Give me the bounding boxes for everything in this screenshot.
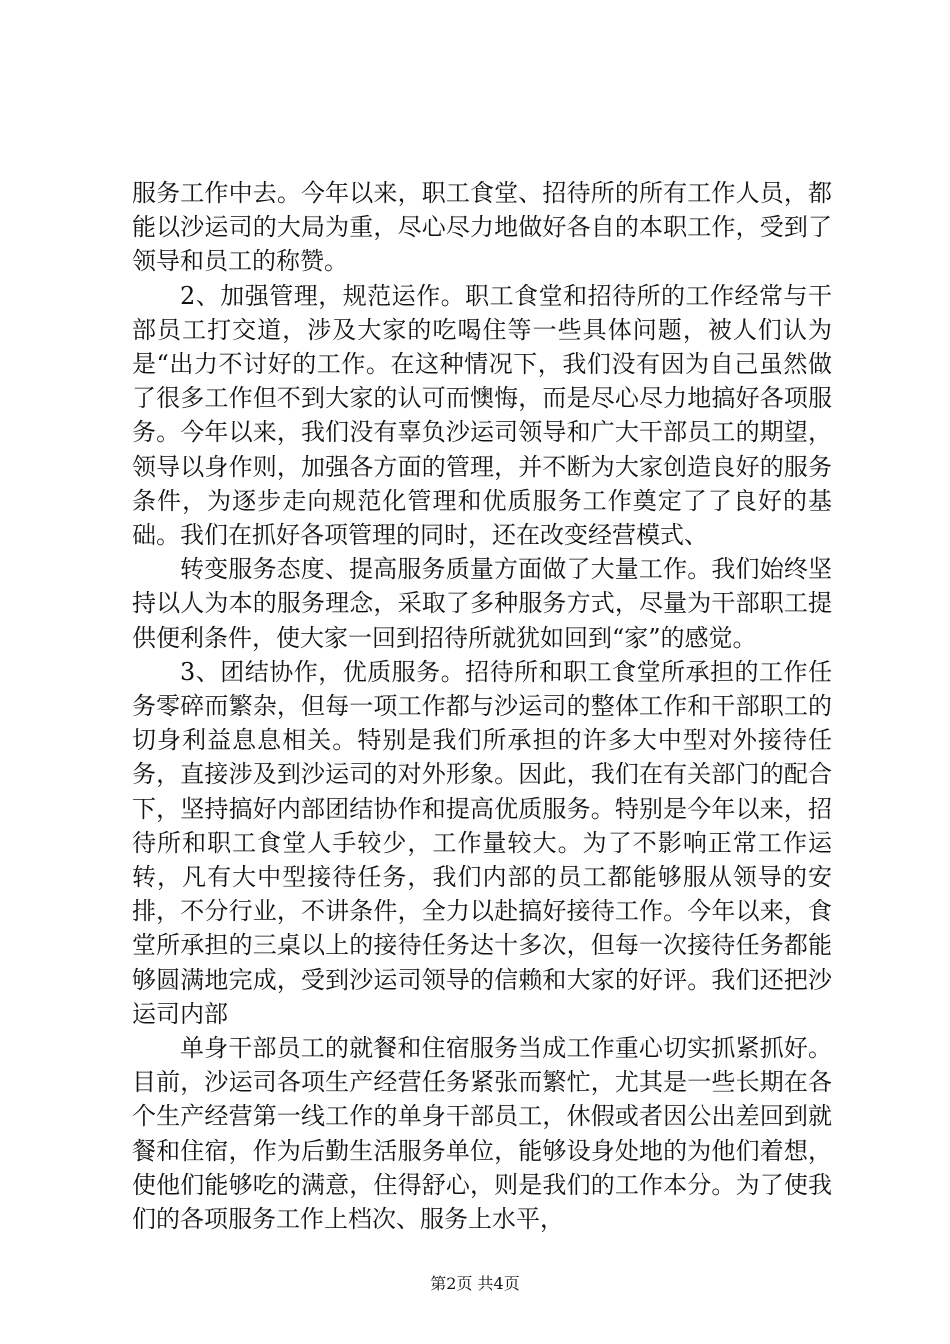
paragraph-4: 3、团结协作，优质服务。招待所和职工食堂所承担的工作任务零碎而繁杂，但每一项工作都与沙运司的整体工作和干部职工的切身利益息息相关。特别是我们所承担的许多大中型对外接待任务，直接涉及到沙运司的对外形象。因此，我们在有关部门的配合下，坚持搞好内部团结协作和提高优质服务。特别是今年以来，招待所和职工食堂人手较少，工作量较大。为了不影响正常工作运转，凡有大中型接待任务，我们内部的员工都能够服从领导的安排，不分行业，不讲条件，全力以赴搞好接待工作。今年以来，食堂所承担的三桌以上的接待任务达十多次，但每一次接待任务都能够圆满地完成，受到沙运司领导的信赖和大家的好评。我们还把沙运司内部 xyxy=(132,657,832,1028)
paragraph-3: 转变服务态度、提高服务质量方面做了大量工作。我们始终坚持以人为本的服务理念，采取了多种服务方式，尽量为干部职工提供便利条件，使大家一回到招待所就犹如回到“家”的感觉。 xyxy=(132,555,832,652)
page-number-footer: 第2页 共4页 xyxy=(430,1274,520,1293)
paragraph-1: 服务工作中去。今年以来，职工食堂、招待所的所有工作人员，都能以沙运司的大局为重，尽心尽力地做好各自的本职工作，受到了领导和员工的称赞。 xyxy=(132,179,832,276)
document-body xyxy=(132,176,832,1236)
paragraph-2: 2、加强管理，规范运作。职工食堂和招待所的工作经常与干部员工打交道，涉及大家的吃喝住等一些具体问题，被人们认为是“出力不讨好的工作。在这种情况下，我们没有因为自己虽然做了很多工作但不到大家的认可而懊悔，而是尽心尽力地搞好各项服务。今年以来，我们没有辜负沙运司领导和广大干部员工的期望，领导以身作则，加强各方面的管理，并不断为大家创造良好的服务条件，为逐步走向规范化管理和优质服务工作奠定了了良好的基础。我们在抓好各项管理的同时，还在改变经营模式、 xyxy=(132,281,832,550)
paragraph-5: 单身干部员工的就餐和住宿服务当成工作重心切实抓紧抓好。目前，沙运司各项生产经营任务紧张而繁忙，尤其是一些长期在各个生产经营第一线工作的单身干部员工，休假或者因公出差回到就餐和住宿，作为后勤生活服务单位，能够设身处地的为他们着想，使他们能够吃的满意，住得舒心，则是我们的工作本分。为了使我们的各项服务工作上档次、服务上水平， xyxy=(132,1034,832,1234)
